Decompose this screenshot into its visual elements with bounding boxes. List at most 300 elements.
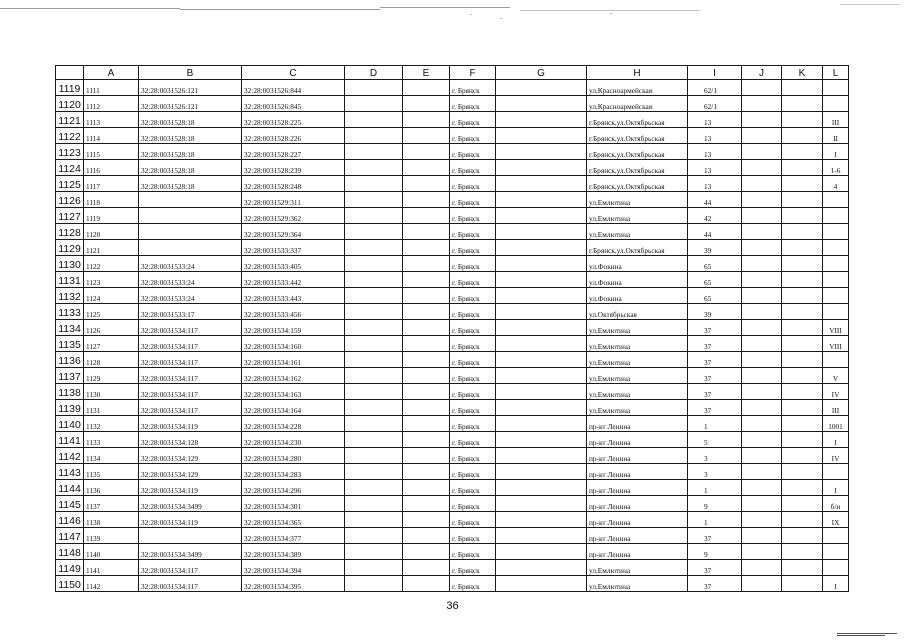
cell-i[interactable]: 37 [688,368,742,384]
cell-f[interactable]: г. Брянск [450,128,496,144]
cell-c[interactable]: 32:28:0031534:377 [242,528,345,544]
cell-a[interactable]: 1134 [84,448,139,464]
cell-a[interactable]: 1137 [84,496,139,512]
cell-i[interactable]: 13 [688,176,742,192]
cell-f[interactable]: г. Брянск [450,288,496,304]
cell-k[interactable] [782,432,823,448]
cell-h[interactable]: ул.Фокина [587,272,688,288]
cell-g[interactable] [496,240,587,256]
cell-e[interactable] [403,160,450,176]
cell-b[interactable]: 32:28:0031528:18 [139,128,242,144]
cell-a[interactable]: 1141 [84,560,139,576]
cell-d[interactable] [345,304,403,320]
cell-a[interactable]: 1142 [84,576,139,592]
cell-f[interactable]: г. Брянск [450,416,496,432]
cell-b[interactable]: 32:28:0031526:121 [139,96,242,112]
cell-h[interactable]: г.Брянск,ул.Октябрьская [587,112,688,128]
cell-e[interactable] [403,288,450,304]
row-number-cell[interactable]: 1143 [56,464,84,480]
cell-k[interactable] [782,208,823,224]
cell-i[interactable]: 3 [688,464,742,480]
cell-e[interactable] [403,320,450,336]
cell-i[interactable]: 37 [688,560,742,576]
cell-g[interactable] [496,272,587,288]
row-number-cell[interactable]: 1146 [56,512,84,528]
cell-i[interactable]: 65 [688,272,742,288]
cell-e[interactable] [403,336,450,352]
cell-f[interactable]: г. Брянск [450,96,496,112]
cell-b[interactable]: 32:28:0031528:18 [139,144,242,160]
cell-k[interactable] [782,304,823,320]
cell-g[interactable] [496,336,587,352]
cell-k[interactable] [782,560,823,576]
cell-f[interactable]: г. Брянск [450,464,496,480]
cell-h[interactable]: ул.Емлютина [587,384,688,400]
cell-a[interactable]: 1116 [84,160,139,176]
cell-j[interactable] [742,384,782,400]
cell-h[interactable]: пр-кт Ленина [587,496,688,512]
row-number-cell[interactable]: 1145 [56,496,84,512]
cell-g[interactable] [496,416,587,432]
cell-k[interactable] [782,288,823,304]
cell-c[interactable]: 32:28:0031533:443 [242,288,345,304]
cell-j[interactable] [742,416,782,432]
cell-f[interactable]: г. Брянск [450,352,496,368]
cell-j[interactable] [742,176,782,192]
cell-i[interactable]: 39 [688,240,742,256]
cell-i[interactable]: 39 [688,304,742,320]
row-number-cell[interactable]: 1131 [56,272,84,288]
row-number-cell[interactable]: 1135 [56,336,84,352]
cell-l[interactable] [823,208,849,224]
cell-k[interactable] [782,160,823,176]
cell-h[interactable]: ул.Емлютина [587,208,688,224]
cell-i[interactable]: 62/1 [688,96,742,112]
cell-e[interactable] [403,224,450,240]
cell-l[interactable] [823,464,849,480]
cell-h[interactable]: ул.Емлютина [587,560,688,576]
cell-j[interactable] [742,96,782,112]
cell-d[interactable] [345,480,403,496]
row-number-cell[interactable]: 1136 [56,352,84,368]
cell-e[interactable] [403,240,450,256]
cell-h[interactable]: ул.Фокина [587,256,688,272]
cell-i[interactable]: 13 [688,128,742,144]
cell-e[interactable] [403,144,450,160]
cell-i[interactable]: 37 [688,320,742,336]
cell-l[interactable]: I [823,480,849,496]
column-header[interactable]: B [139,66,242,80]
column-header[interactable]: K [782,66,823,80]
column-header[interactable]: F [450,66,496,80]
cell-c[interactable]: 32:28:0031529:311 [242,192,345,208]
cell-l[interactable]: V [823,368,849,384]
cell-d[interactable] [345,384,403,400]
cell-a[interactable]: 1140 [84,544,139,560]
cell-b[interactable]: 32:28:0031534:3499 [139,544,242,560]
cell-l[interactable]: I [823,576,849,592]
cell-c[interactable]: 32:28:0031528:239 [242,160,345,176]
cell-a[interactable]: 1122 [84,256,139,272]
row-number-cell[interactable]: 1139 [56,400,84,416]
cell-h[interactable]: пр-кт Ленина [587,512,688,528]
cell-d[interactable] [345,272,403,288]
cell-c[interactable]: 32:28:0031534:301 [242,496,345,512]
cell-g[interactable] [496,176,587,192]
cell-e[interactable] [403,416,450,432]
cell-d[interactable] [345,560,403,576]
cell-l[interactable]: б/н [823,496,849,512]
cell-c[interactable]: 32:28:0031529:362 [242,208,345,224]
cell-k[interactable] [782,128,823,144]
cell-e[interactable] [403,80,450,96]
cell-h[interactable]: ул.Емлютина [587,224,688,240]
cell-d[interactable] [345,160,403,176]
cell-g[interactable] [496,144,587,160]
cell-i[interactable]: 13 [688,160,742,176]
cell-l[interactable] [823,288,849,304]
cell-f[interactable]: г. Брянск [450,80,496,96]
cell-d[interactable] [345,400,403,416]
cell-a[interactable]: 1135 [84,464,139,480]
cell-h[interactable]: пр-кт Ленина [587,464,688,480]
column-header[interactable]: I [688,66,742,80]
cell-a[interactable]: 1120 [84,224,139,240]
cell-g[interactable] [496,512,587,528]
cell-c[interactable]: 32:28:0031534:160 [242,336,345,352]
cell-j[interactable] [742,496,782,512]
cell-l[interactable]: I [823,432,849,448]
cell-h[interactable]: ул.Емлютина [587,352,688,368]
cell-i[interactable]: 44 [688,192,742,208]
column-header[interactable]: E [403,66,450,80]
cell-g[interactable] [496,480,587,496]
cell-g[interactable] [496,80,587,96]
cell-d[interactable] [345,288,403,304]
cell-a[interactable]: 1128 [84,352,139,368]
row-number-cell[interactable]: 1125 [56,176,84,192]
cell-a[interactable]: 1119 [84,208,139,224]
cell-d[interactable] [345,352,403,368]
cell-c[interactable]: 32:28:0031534:163 [242,384,345,400]
cell-b[interactable]: 32:28:0031534:119 [139,480,242,496]
cell-j[interactable] [742,368,782,384]
cell-e[interactable] [403,544,450,560]
cell-j[interactable] [742,224,782,240]
cell-f[interactable]: г. Брянск [450,160,496,176]
cell-j[interactable] [742,512,782,528]
cell-a[interactable]: 1131 [84,400,139,416]
cell-e[interactable] [403,384,450,400]
cell-d[interactable] [345,208,403,224]
cell-a[interactable]: 1127 [84,336,139,352]
cell-h[interactable]: г.Брянск,ул.Октябрьская [587,128,688,144]
cell-k[interactable] [782,96,823,112]
cell-d[interactable] [345,368,403,384]
cell-j[interactable] [742,240,782,256]
column-header[interactable]: A [84,66,139,80]
cell-h[interactable]: ул.Емлютина [587,576,688,592]
cell-i[interactable]: 1 [688,416,742,432]
cell-i[interactable]: 9 [688,544,742,560]
cell-d[interactable] [345,112,403,128]
column-header[interactable]: J [742,66,782,80]
cell-g[interactable] [496,464,587,480]
row-number-cell[interactable]: 1128 [56,224,84,240]
cell-a[interactable]: 1121 [84,240,139,256]
cell-b[interactable] [139,240,242,256]
cell-j[interactable] [742,128,782,144]
cell-a[interactable]: 1129 [84,368,139,384]
cell-a[interactable]: 1132 [84,416,139,432]
cell-j[interactable] [742,352,782,368]
cell-b[interactable]: 32:28:0031534:117 [139,384,242,400]
cell-i[interactable]: 13 [688,112,742,128]
row-number-cell[interactable]: 1142 [56,448,84,464]
cell-b[interactable]: 32:28:0031534:119 [139,416,242,432]
cell-c[interactable]: 32:28:0031528:227 [242,144,345,160]
cell-g[interactable] [496,384,587,400]
cell-g[interactable] [496,256,587,272]
cell-k[interactable] [782,336,823,352]
cell-h[interactable]: пр-кт Ленина [587,416,688,432]
cell-g[interactable] [496,208,587,224]
column-header[interactable]: H [587,66,688,80]
cell-c[interactable]: 32:28:0031528:226 [242,128,345,144]
cell-f[interactable]: г. Брянск [450,480,496,496]
cell-k[interactable] [782,176,823,192]
cell-l[interactable]: VIII [823,320,849,336]
cell-c[interactable]: 32:28:0031534:365 [242,512,345,528]
cell-g[interactable] [496,160,587,176]
cell-c[interactable]: 32:28:0031534:394 [242,560,345,576]
cell-j[interactable] [742,80,782,96]
cell-g[interactable] [496,96,587,112]
row-number-cell[interactable]: 1122 [56,128,84,144]
cell-j[interactable] [742,480,782,496]
cell-j[interactable] [742,144,782,160]
cell-d[interactable] [345,80,403,96]
cell-i[interactable]: 9 [688,496,742,512]
cell-f[interactable]: г. Брянск [450,576,496,592]
cell-c[interactable]: 32:28:0031534:159 [242,320,345,336]
cell-b[interactable]: 32:28:0031533:24 [139,256,242,272]
cell-j[interactable] [742,256,782,272]
cell-d[interactable] [345,256,403,272]
cell-l[interactable]: 1001 [823,416,849,432]
cell-d[interactable] [345,96,403,112]
cell-l[interactable] [823,256,849,272]
cell-i[interactable]: 1 [688,480,742,496]
cell-h[interactable]: г.Брянск,ул.Октябрьская [587,240,688,256]
cell-i[interactable]: 13 [688,144,742,160]
cell-h[interactable]: ул.Красноармейская [587,80,688,96]
row-number-cell[interactable]: 1140 [56,416,84,432]
cell-e[interactable] [403,496,450,512]
cell-b[interactable]: 32:28:0031534:117 [139,560,242,576]
cell-l[interactable]: I [823,144,849,160]
cell-f[interactable]: г. Брянск [450,544,496,560]
cell-f[interactable]: г. Брянск [450,400,496,416]
cell-h[interactable]: пр-кт Ленина [587,448,688,464]
cell-c[interactable]: 32:28:0031534:280 [242,448,345,464]
row-number-cell[interactable]: 1138 [56,384,84,400]
cell-b[interactable]: 32:28:0031534:117 [139,320,242,336]
cell-k[interactable] [782,400,823,416]
cell-c[interactable]: 32:28:0031533:442 [242,272,345,288]
cell-l[interactable] [823,240,849,256]
cell-d[interactable] [345,512,403,528]
row-number-cell[interactable]: 1120 [56,96,84,112]
row-number-cell[interactable]: 1124 [56,160,84,176]
cell-l[interactable]: III [823,400,849,416]
cell-h[interactable]: г.Брянск,ул.Октябрьская [587,160,688,176]
cell-k[interactable] [782,368,823,384]
cell-a[interactable]: 1118 [84,192,139,208]
cell-l[interactable]: III [823,112,849,128]
cell-d[interactable] [345,544,403,560]
cell-f[interactable]: г. Брянск [450,368,496,384]
row-number-cell[interactable]: 1134 [56,320,84,336]
cell-k[interactable] [782,240,823,256]
cell-d[interactable] [345,528,403,544]
cell-b[interactable]: 32:28:0031534:119 [139,512,242,528]
cell-g[interactable] [496,112,587,128]
cell-f[interactable]: г. Брянск [450,432,496,448]
cell-i[interactable]: 1 [688,512,742,528]
cell-b[interactable]: 32:28:0031528:18 [139,160,242,176]
cell-i[interactable]: 65 [688,288,742,304]
cell-j[interactable] [742,448,782,464]
cell-l[interactable] [823,192,849,208]
row-number-cell[interactable]: 1121 [56,112,84,128]
cell-b[interactable]: 32:28:0031534:129 [139,464,242,480]
cell-f[interactable]: г. Брянск [450,112,496,128]
row-number-cell[interactable]: 1147 [56,528,84,544]
cell-b[interactable]: 32:28:0031533:24 [139,272,242,288]
cell-a[interactable]: 1126 [84,320,139,336]
row-number-cell[interactable]: 1127 [56,208,84,224]
cell-a[interactable]: 1112 [84,96,139,112]
cell-d[interactable] [345,432,403,448]
cell-f[interactable]: г. Брянск [450,496,496,512]
cell-j[interactable] [742,432,782,448]
cell-l[interactable]: 1-6 [823,160,849,176]
cell-e[interactable] [403,192,450,208]
cell-k[interactable] [782,352,823,368]
cell-k[interactable] [782,320,823,336]
cell-i[interactable]: 65 [688,256,742,272]
cell-a[interactable]: 1130 [84,384,139,400]
cell-f[interactable]: г. Брянск [450,448,496,464]
cell-l[interactable] [823,352,849,368]
cell-c[interactable]: 32:28:0031534:230 [242,432,345,448]
cell-g[interactable] [496,576,587,592]
cell-i[interactable]: 37 [688,576,742,592]
cell-c[interactable]: 32:28:0031526:844 [242,80,345,96]
cell-j[interactable] [742,112,782,128]
cell-b[interactable]: 32:28:0031534:117 [139,576,242,592]
cell-l[interactable] [823,304,849,320]
cell-k[interactable] [782,576,823,592]
cell-f[interactable]: г. Брянск [450,528,496,544]
cell-h[interactable]: пр-кт Ленина [587,480,688,496]
column-header[interactable]: C [242,66,345,80]
cell-g[interactable] [496,352,587,368]
cell-l[interactable]: VIII [823,336,849,352]
cell-l[interactable]: IV [823,384,849,400]
cell-b[interactable]: 32:28:0031528:18 [139,176,242,192]
cell-g[interactable] [496,528,587,544]
cell-f[interactable]: г. Брянск [450,336,496,352]
cell-g[interactable] [496,560,587,576]
cell-i[interactable]: 37 [688,384,742,400]
cell-b[interactable]: 32:28:0031534:117 [139,400,242,416]
column-header[interactable]: D [345,66,403,80]
cell-k[interactable] [782,544,823,560]
cell-b[interactable]: 32:28:0031533:17 [139,304,242,320]
cell-e[interactable] [403,576,450,592]
cell-b[interactable]: 32:28:0031534:117 [139,336,242,352]
cell-e[interactable] [403,480,450,496]
cell-a[interactable]: 1114 [84,128,139,144]
cell-e[interactable] [403,528,450,544]
cell-k[interactable] [782,496,823,512]
row-number-cell[interactable]: 1123 [56,144,84,160]
cell-h[interactable]: ул.Емлютина [587,320,688,336]
cell-b[interactable]: 32:28:0031533:24 [139,288,242,304]
cell-a[interactable]: 1123 [84,272,139,288]
cell-f[interactable]: г. Брянск [450,192,496,208]
cell-f[interactable]: г. Брянск [450,224,496,240]
cell-c[interactable]: 32:28:0031533:456 [242,304,345,320]
cell-k[interactable] [782,112,823,128]
cell-a[interactable]: 1133 [84,432,139,448]
cell-l[interactable] [823,528,849,544]
cell-h[interactable]: пр-кт Ленина [587,528,688,544]
cell-f[interactable]: г. Брянск [450,256,496,272]
cell-h[interactable]: ул.Емлютина [587,192,688,208]
cell-c[interactable]: 32:28:0031534:296 [242,480,345,496]
cell-b[interactable] [139,528,242,544]
row-number-cell[interactable]: 1150 [56,576,84,592]
cell-a[interactable]: 1117 [84,176,139,192]
cell-l[interactable]: IV [823,448,849,464]
cell-a[interactable]: 1139 [84,528,139,544]
cell-b[interactable]: 32:28:0031534:128 [139,432,242,448]
cell-d[interactable] [345,336,403,352]
cell-e[interactable] [403,352,450,368]
cell-d[interactable] [345,496,403,512]
cell-c[interactable]: 32:28:0031534:162 [242,368,345,384]
cell-j[interactable] [742,560,782,576]
cell-g[interactable] [496,224,587,240]
cell-d[interactable] [345,464,403,480]
row-number-cell[interactable]: 1133 [56,304,84,320]
cell-g[interactable] [496,496,587,512]
cell-l[interactable]: II [823,128,849,144]
cell-j[interactable] [742,544,782,560]
cell-c[interactable]: 32:28:0031534:228 [242,416,345,432]
cell-a[interactable]: 1124 [84,288,139,304]
cell-k[interactable] [782,416,823,432]
cell-e[interactable] [403,96,450,112]
cell-j[interactable] [742,288,782,304]
cell-d[interactable] [345,448,403,464]
cell-f[interactable]: г. Брянск [450,560,496,576]
cell-i[interactable]: 44 [688,224,742,240]
cell-f[interactable]: г. Брянск [450,320,496,336]
